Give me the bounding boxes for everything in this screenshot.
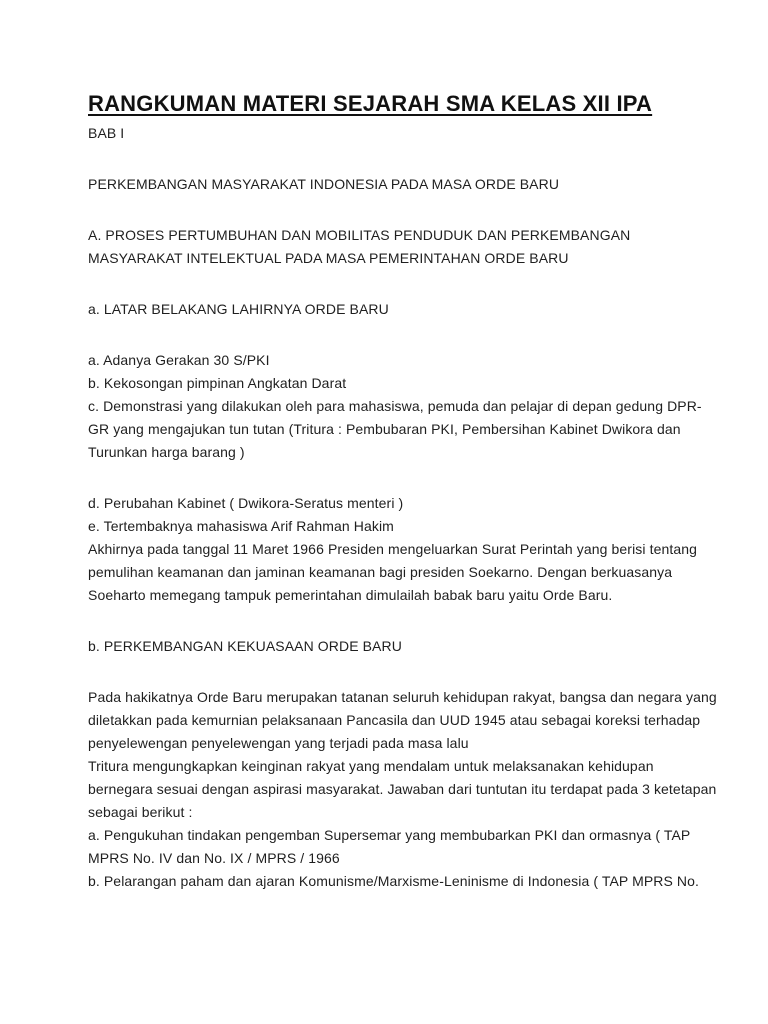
text-line: a. Pengukuhan tindakan pengemban Supersemar yang membubarkan PKI dan ormasnya ( TAP [88, 827, 691, 843]
text-line: MASYARAKAT INTELEKTUAL PADA MASA PEMERINTAHAN ORDE BARU [88, 250, 569, 266]
text-line: b. PERKEMBANGAN KEKUASAAN ORDE BARU [88, 638, 402, 654]
text-line: MPRS No. IV dan No. IX / MPRS / 1966 [88, 850, 340, 866]
blank-gap [88, 196, 738, 224]
text-line: Tritura mengungkapkan keinginan rakyat yang mendalam untuk melaksanakan kehidupan [88, 758, 654, 774]
blank-gap [88, 321, 738, 349]
text-line: A. PROSES PERTUMBUHAN DAN MOBILITAS PENDUDUK DAN PERKEMBANGAN [88, 227, 631, 243]
document-content [88, 92, 738, 893]
text-line: a. LATAR BELAKANG LAHIRNYA ORDE BARU [88, 301, 389, 317]
text-line: PERKEMBANGAN MASYARAKAT INDONESIA PADA MASA ORDE BARU [88, 176, 560, 192]
text-line: Soeharto memegang tampuk pemerintahan dimulailah babak baru yaitu Orde Baru. [88, 587, 613, 603]
text-line: penyelewengan penyelewengan yang terjadi pada masa lalu [88, 735, 469, 751]
text-line: b. Kekosongan pimpinan Angkatan Darat [88, 375, 347, 391]
blank-gap [88, 658, 738, 686]
text-line: d. Perubahan Kabinet ( Dwikora-Seratus menteri ) [88, 495, 404, 511]
blank-gap [88, 607, 738, 635]
text-line: b. Pelarangan paham dan ajaran Komunisme/Marxisme-Leninisme di Indonesia ( TAP MPRS No. [88, 873, 699, 889]
text-line: BAB I [88, 125, 125, 141]
text-line: Akhirnya pada tanggal 11 Maret 1966 Presiden mengeluarkan Surat Perintah yang berisi tentang [88, 541, 697, 557]
document-body [88, 122, 738, 893]
text-line: a. Adanya Gerakan 30 S/PKI [88, 352, 270, 368]
text-line: c. Demonstrasi yang dilakukan oleh para mahasiswa, pemuda dan pelajar di depan gedung DPR- [88, 398, 702, 414]
text-line: Pada hakikatnya Orde Baru merupakan tatanan seluruh kehidupan rakyat, bangsa dan negara yang [88, 689, 717, 705]
blank-gap [88, 464, 738, 492]
blank-gap [88, 270, 738, 298]
text-line: bernegara sesuai dengan aspirasi masyarakat. Jawaban dari tuntutan itu terdapat pada 3 ketetapan [88, 781, 717, 797]
text-line: GR yang mengajukan tun tutan (Tritura : Pembubaran PKI, Pembersihan Kabinet Dwikora dan [88, 421, 681, 437]
document-title: RANGKUMAN MATERI SEJARAH SMA KELAS XII IPA [88, 91, 653, 116]
blank-gap [88, 145, 738, 173]
text-line: Turunkan harga barang ) [88, 444, 245, 460]
text-line: e. Tertembaknya mahasiswa Arif Rahman Hakim [88, 518, 394, 534]
text-line: pemulihan keamanan dan jaminan keamanan bagi presiden Soekarno. Dengan berkuasanya [88, 564, 673, 580]
text-line: diletakkan pada kemurnian pelaksanaan Pancasila dan UUD 1945 atau sebagai koreksi terhadap [88, 712, 701, 728]
text-line: sebagai berikut : [88, 804, 193, 820]
